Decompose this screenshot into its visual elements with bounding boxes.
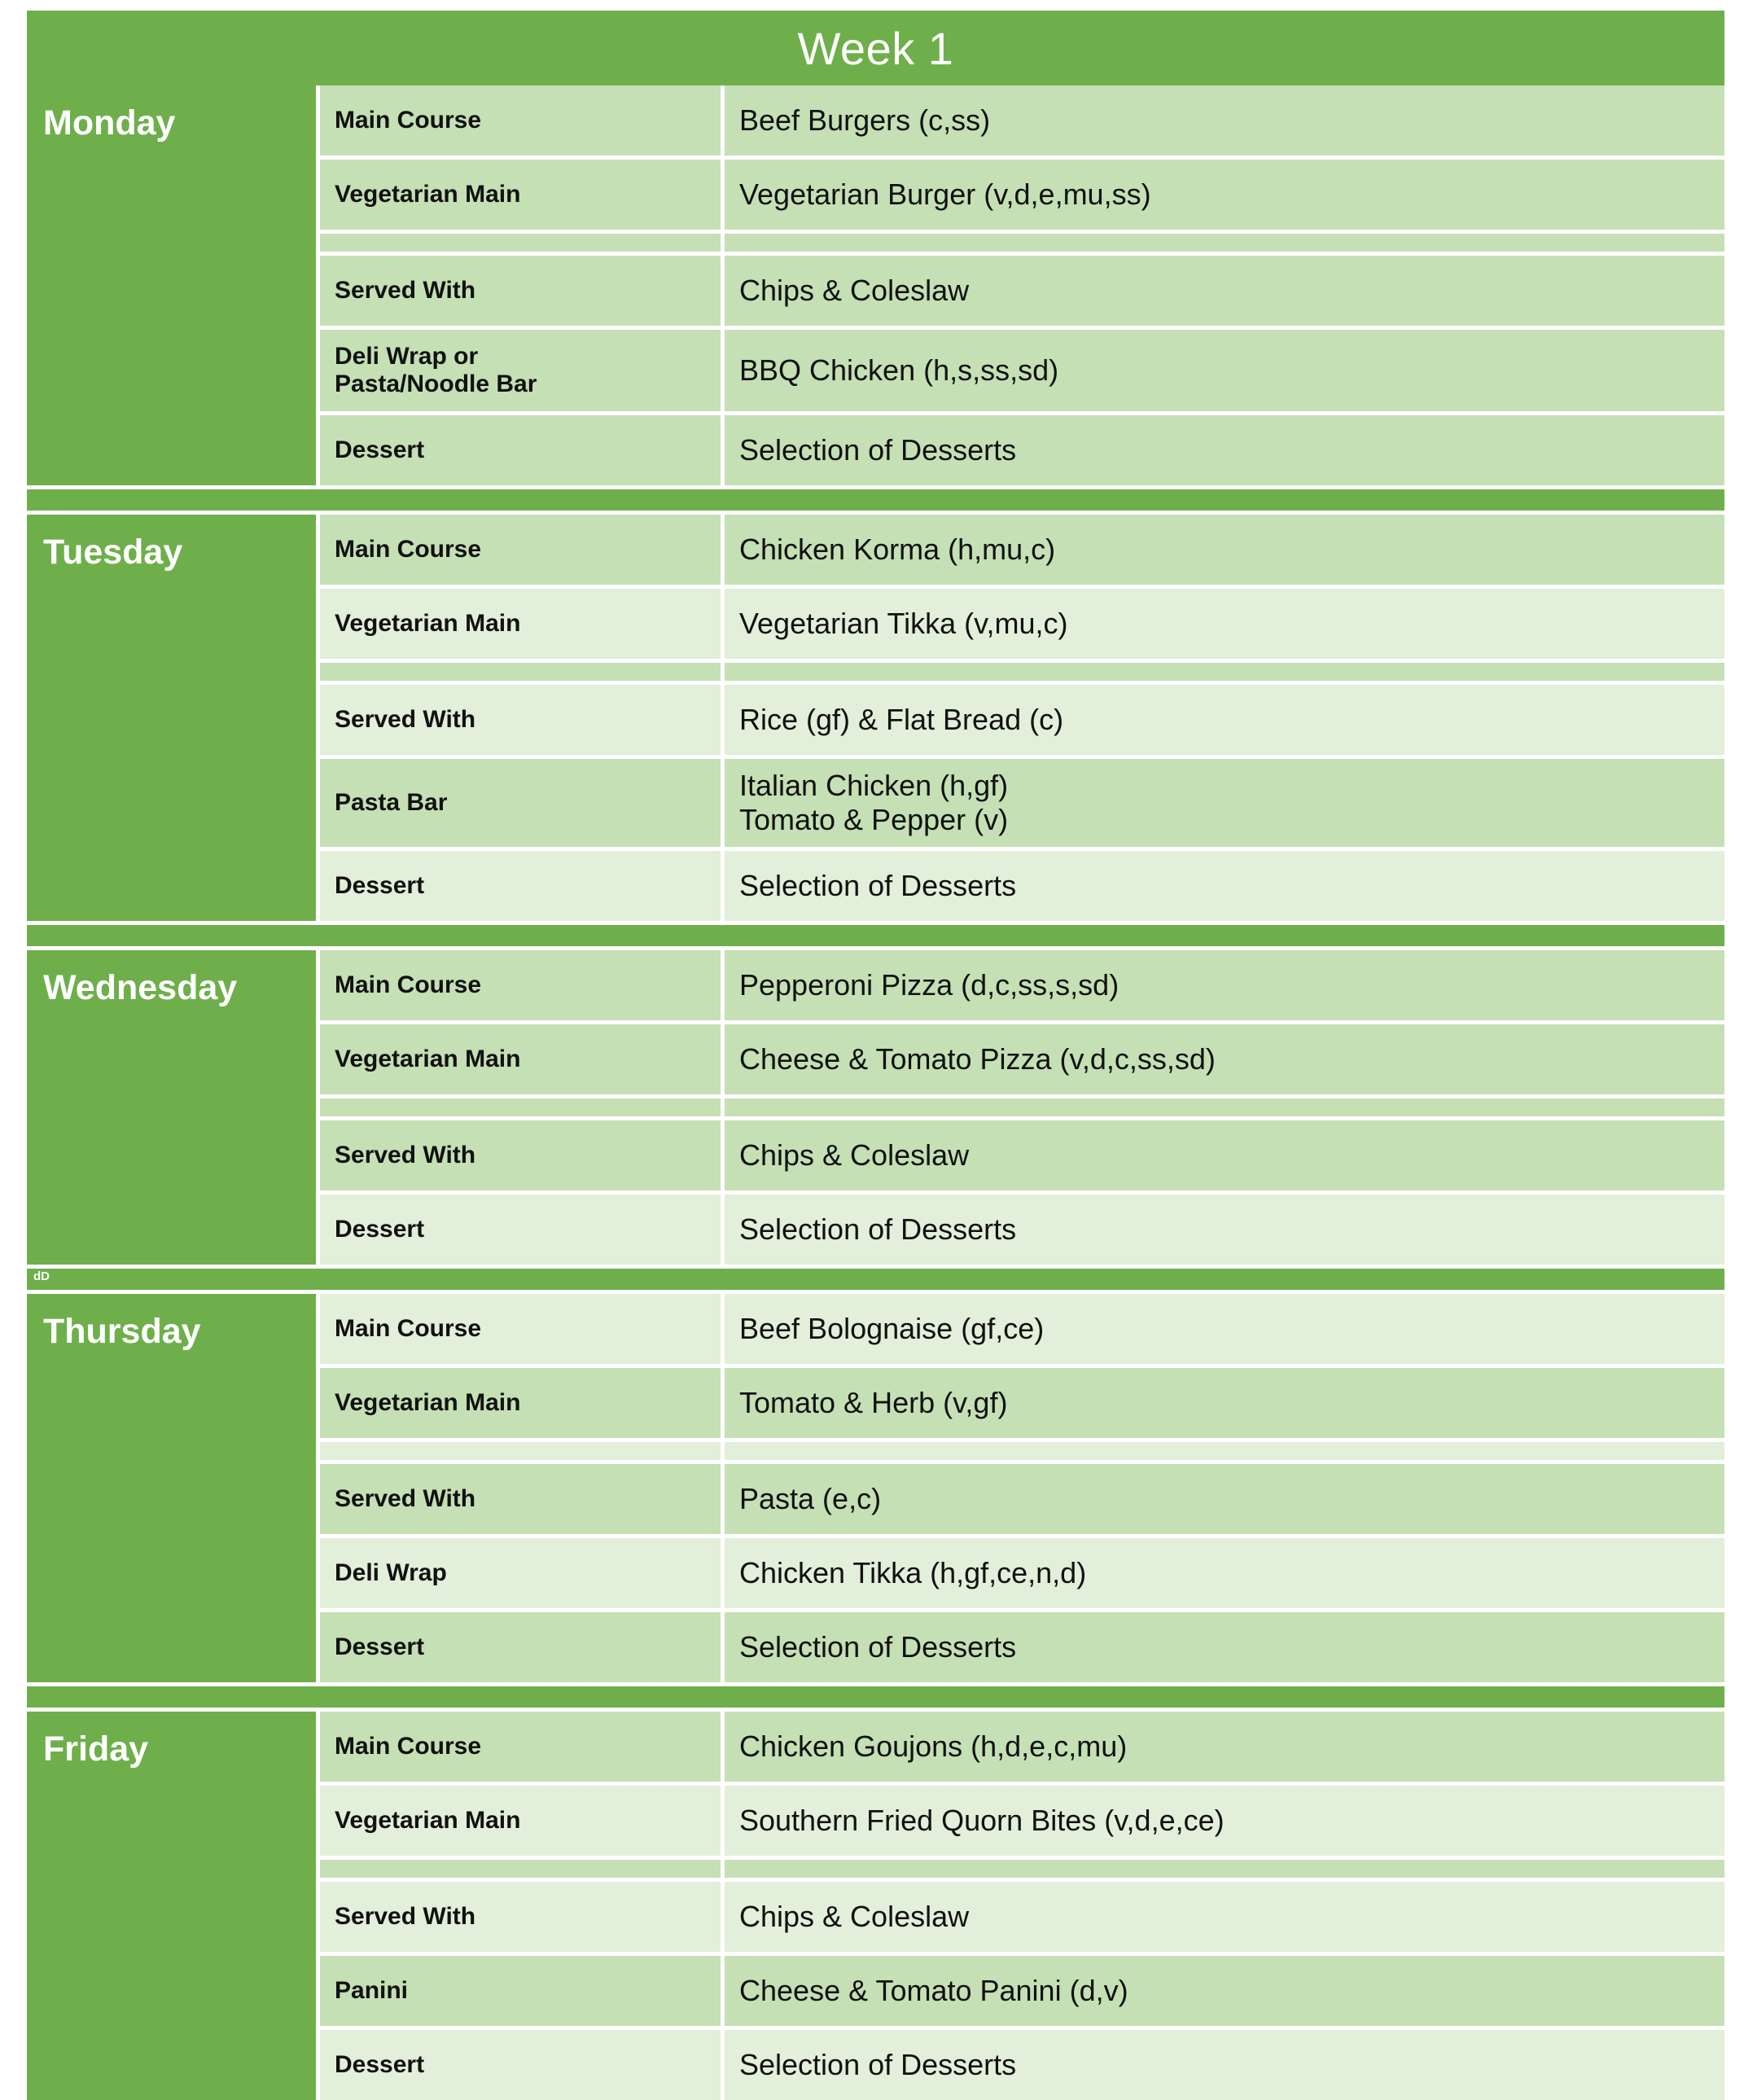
day-block-monday xyxy=(27,85,1724,485)
menu-dish-value xyxy=(725,1294,1724,1364)
row-spacer xyxy=(320,1442,1724,1460)
menu-row xyxy=(320,256,1724,326)
dish-line: Vegetarian Burger (v,d,e,mu,ss) xyxy=(739,177,1151,211)
menu-dish-value xyxy=(725,1368,1724,1438)
menu-dish-value xyxy=(725,1024,1724,1094)
menu-category-label: Vegetarian Main xyxy=(320,1368,721,1438)
menu-category-label: Vegetarian Main xyxy=(320,1024,721,1094)
menu-row xyxy=(320,759,1724,847)
menu-category-label: Vegetarian Main xyxy=(320,589,721,659)
day-rows xyxy=(320,950,1724,1265)
row-spacer xyxy=(320,1860,1724,1878)
menu-category-label: Vegetarian Main xyxy=(320,1786,721,1856)
menu-dish-value xyxy=(725,1195,1724,1265)
dish-line: Chips & Coleslaw xyxy=(739,1138,970,1172)
day-block-friday xyxy=(27,1712,1724,2100)
dish-line: Tomato & Herb (v,gf) xyxy=(739,1385,1008,1419)
menu-category-label: Main Course xyxy=(320,1294,721,1364)
dish-line: Southern Fried Quorn Bites (v,d,e,ce) xyxy=(739,1803,1225,1837)
menu-row xyxy=(320,1024,1724,1094)
menu-dish-value xyxy=(725,1956,1724,2026)
menu-row xyxy=(320,589,1724,659)
day-label-monday: Monday xyxy=(27,85,316,485)
day-label-wednesday: Wednesday xyxy=(27,950,316,1265)
menu-dish-value xyxy=(725,85,1724,156)
dish-line: Beef Bolognaise (gf,ce) xyxy=(739,1311,1045,1345)
menu-row xyxy=(320,1120,1724,1190)
spacer-category-cell xyxy=(320,1098,721,1116)
dish-line: Chicken Tikka (h,gf,ce,n,d) xyxy=(739,1555,1087,1589)
menu-row xyxy=(320,2030,1724,2100)
day-block-wednesday xyxy=(27,950,1724,1265)
dish-line: Beef Burgers (c,ss) xyxy=(739,103,991,137)
dish-line: BBQ Chicken (h,s,ss,sd) xyxy=(739,353,1059,387)
menu-row xyxy=(320,415,1724,485)
menu-category-label: Served With xyxy=(320,256,721,326)
row-spacer xyxy=(320,1098,1724,1116)
menu-category-label: Main Course xyxy=(320,515,721,585)
day-separator xyxy=(27,489,1724,511)
dish-line: Chicken Korma (h,mu,c) xyxy=(739,532,1056,566)
menu-category-label: Served With xyxy=(320,685,721,755)
menu-category-label: Vegetarian Main xyxy=(320,160,721,230)
spacer-category-cell xyxy=(320,1442,721,1460)
day-label-thursday: Thursday xyxy=(27,1294,316,1682)
dish-line: Italian Chicken (h,gf) xyxy=(739,768,1009,802)
menu-dish-value xyxy=(725,330,1724,411)
spacer-category-cell xyxy=(320,1860,721,1878)
menu-row xyxy=(320,515,1724,585)
menu-dish-value xyxy=(725,1882,1724,1952)
menu-row xyxy=(320,1368,1724,1438)
menu-row xyxy=(320,160,1724,230)
spacer-dish-cell xyxy=(725,1098,1724,1116)
dish-line: Selection of Desserts xyxy=(739,1212,1017,1246)
spacer-category-cell xyxy=(320,234,721,252)
menu-category-label: Dessert xyxy=(320,851,721,921)
menu-category-label: Dessert xyxy=(320,2030,721,2100)
category-line: Pasta/Noodle Bar xyxy=(335,370,537,397)
day-separator xyxy=(27,1269,1724,1290)
dish-line: Cheese & Tomato Pizza (v,d,c,ss,sd) xyxy=(739,1041,1216,1076)
menu-row xyxy=(320,1538,1724,1608)
menu-row xyxy=(320,1956,1724,2026)
spacer-dish-cell xyxy=(725,234,1724,252)
day-rows xyxy=(320,1294,1724,1682)
menu-dish-value xyxy=(725,1786,1724,1856)
menu-dish-value xyxy=(725,1120,1724,1190)
dish-line: Chicken Goujons (h,d,e,c,mu) xyxy=(739,1729,1128,1763)
spacer-category-cell xyxy=(320,663,721,681)
row-spacer xyxy=(320,234,1724,252)
week-header: Week 1 xyxy=(27,11,1724,85)
menu-row xyxy=(320,85,1724,156)
dish-line: Vegetarian Tikka (v,mu,c) xyxy=(739,606,1068,640)
day-separator xyxy=(27,1686,1724,1708)
menu-category-label: Dessert xyxy=(320,1195,721,1265)
menu-dish-value xyxy=(725,950,1724,1020)
row-spacer xyxy=(320,663,1724,681)
dish-line: Pasta (e,c) xyxy=(739,1481,882,1515)
dish-line: Chips & Coleslaw xyxy=(739,273,970,307)
menu-row xyxy=(320,1786,1724,1856)
menu-category-label: Pasta Bar xyxy=(320,759,721,847)
menu-dish-value xyxy=(725,1612,1724,1682)
menu-dish-value xyxy=(725,415,1724,485)
menu-dish-value xyxy=(725,2030,1724,2100)
day-rows xyxy=(320,515,1724,921)
menu-dish-value xyxy=(725,1464,1724,1534)
dish-line: Selection of Desserts xyxy=(739,1629,1017,1664)
dish-line: Selection of Desserts xyxy=(739,868,1017,902)
dish-line: Cheese & Tomato Panini (d,v) xyxy=(739,1973,1128,2007)
dish-line: Pepperoni Pizza (d,c,ss,s,sd) xyxy=(739,967,1119,1002)
menu-category-label: Main Course xyxy=(320,85,721,156)
menu-row xyxy=(320,1882,1724,1952)
day-rows xyxy=(320,1712,1724,2100)
spacer-dish-cell xyxy=(725,1860,1724,1878)
menu-category-label: Deli Wrap xyxy=(320,1538,721,1608)
menu-category-label: Main Course xyxy=(320,1712,721,1782)
menu-dish-value xyxy=(725,759,1724,847)
separator-artifact-text: dD xyxy=(33,1269,50,1283)
day-separator xyxy=(27,925,1724,946)
dish-line: Tomato & Pepper (v) xyxy=(739,803,1009,836)
days-container xyxy=(0,85,1757,2100)
menu-dish-value xyxy=(725,1712,1724,1782)
dish-line: Selection of Desserts xyxy=(739,2047,1017,2081)
menu-category-label: Panini xyxy=(320,1956,721,2026)
spacer-dish-cell xyxy=(725,663,1724,681)
menu-row xyxy=(320,1712,1724,1782)
menu-category-label: Served With xyxy=(320,1882,721,1952)
menu-row xyxy=(320,1294,1724,1364)
menu-row xyxy=(320,1195,1724,1265)
menu-category-label: Dessert xyxy=(320,1612,721,1682)
day-block-tuesday xyxy=(27,515,1724,921)
menu-dish-value xyxy=(725,1538,1724,1608)
menu-row xyxy=(320,685,1724,755)
menu-dish-value xyxy=(725,851,1724,921)
dish-line: Selection of Desserts xyxy=(739,432,1017,467)
dish-line: Chips & Coleslaw xyxy=(739,1899,970,1933)
category-line: Deli Wrap or xyxy=(335,343,479,370)
day-rows xyxy=(320,85,1724,485)
spacer-dish-cell xyxy=(725,1442,1724,1460)
menu-dish-value xyxy=(725,685,1724,755)
menu-dish-value xyxy=(725,515,1724,585)
menu-category-label xyxy=(320,330,721,411)
menu-row xyxy=(320,950,1724,1020)
menu-row xyxy=(320,1612,1724,1682)
menu-row xyxy=(320,330,1724,411)
menu-dish-value xyxy=(725,256,1724,326)
dish-line: Rice (gf) & Flat Bread (c) xyxy=(739,702,1064,736)
menu-category-label: Dessert xyxy=(320,415,721,485)
menu-dish-value xyxy=(725,160,1724,230)
day-block-thursday xyxy=(27,1294,1724,1682)
menu-row xyxy=(320,851,1724,921)
menu-category-label: Main Course xyxy=(320,950,721,1020)
weekly-menu-page xyxy=(0,11,1757,2081)
menu-category-label: Served With xyxy=(320,1120,721,1190)
day-label-friday: Friday xyxy=(27,1712,316,2100)
day-label-tuesday: Tuesday xyxy=(27,515,316,921)
menu-row xyxy=(320,1464,1724,1534)
menu-dish-value xyxy=(725,589,1724,659)
menu-category-label: Served With xyxy=(320,1464,721,1534)
